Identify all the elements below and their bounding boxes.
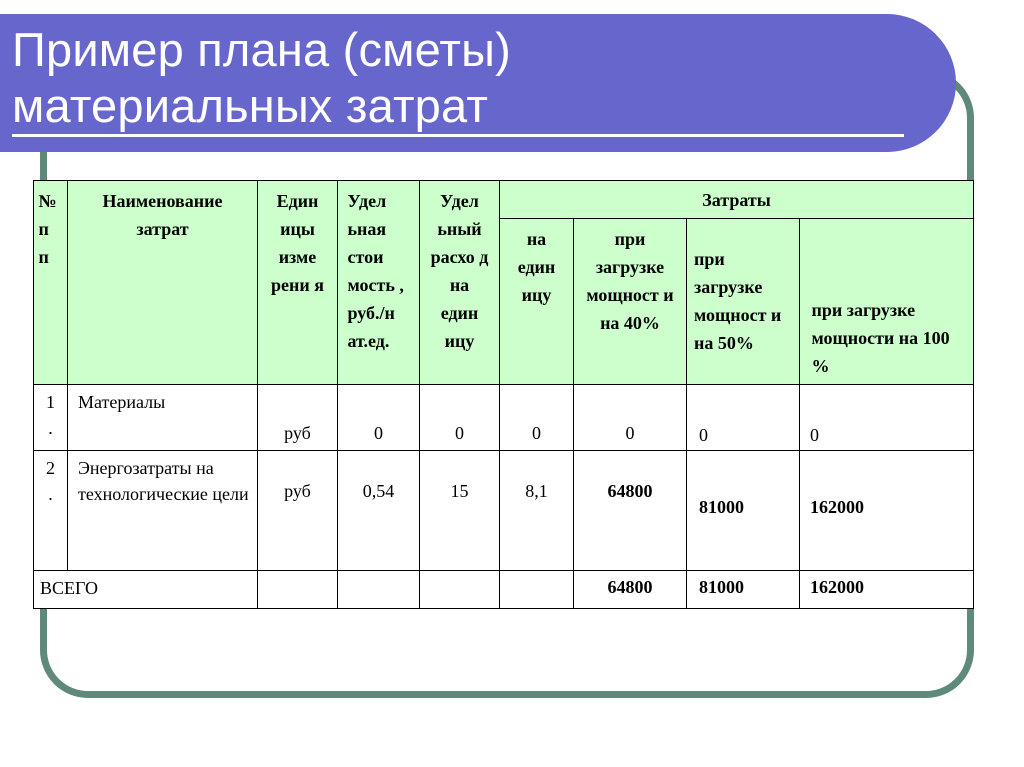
cost-estimate-table [33, 180, 974, 609]
row-per-unit: 8,1 [500, 451, 574, 571]
row-load-40: 64800 [574, 451, 687, 571]
row-num: 2 . [34, 451, 68, 571]
total-load-40: 64800 [574, 571, 687, 609]
table-row [34, 451, 974, 571]
row-unit-cost: 0 [338, 385, 420, 451]
header-unit-cost: Удел ьная стои мость , руб./н ат.ед. [338, 181, 420, 385]
header-load-50: при загрузке мощност и на 50% [687, 219, 800, 385]
table-row [34, 385, 974, 451]
header-name: Наименование затрат [68, 181, 258, 385]
row-unit: руб [258, 385, 338, 451]
title-line-1: Пример плана (сметы) [12, 23, 511, 76]
slide-title [12, 22, 904, 137]
total-empty-unit-cost [338, 571, 420, 609]
total-load-100: 162000 [800, 571, 974, 609]
row-num: 1 . [34, 385, 68, 451]
header-per-unit: на един ицу [500, 219, 574, 385]
row-unit-consumption: 15 [420, 451, 500, 571]
row-name: Материалы [68, 385, 258, 451]
header-unit-consumption: Удел ьный расхо д на един ицу [420, 181, 500, 385]
row-load-100: 0 [800, 385, 974, 451]
total-empty-consumption [420, 571, 500, 609]
header-costs-group: Затраты [500, 181, 974, 219]
row-load-100: 162000 [800, 451, 974, 571]
total-load-50: 81000 [687, 571, 800, 609]
row-unit-cost: 0,54 [338, 451, 420, 571]
title-line-2: материальных затрат [12, 78, 904, 137]
total-empty-unit [258, 571, 338, 609]
header-load-40: при загрузке мощност и на 40% [574, 219, 687, 385]
row-load-50: 81000 [687, 451, 800, 571]
row-unit-consumption: 0 [420, 385, 500, 451]
header-unit: Един ицы изме рени я [258, 181, 338, 385]
header-num: № п п [34, 181, 68, 385]
total-row [34, 571, 974, 609]
header-row-1 [34, 181, 974, 219]
row-per-unit: 0 [500, 385, 574, 451]
row-name: Энергозатраты на технологические цели [68, 451, 258, 571]
header-load-100: при загрузке мощности на 100 % [800, 219, 974, 385]
row-load-50: 0 [687, 385, 800, 451]
total-label: ВСЕГО [34, 571, 258, 609]
row-unit: руб [258, 451, 338, 571]
row-load-40: 0 [574, 385, 687, 451]
total-empty-per-unit [500, 571, 574, 609]
